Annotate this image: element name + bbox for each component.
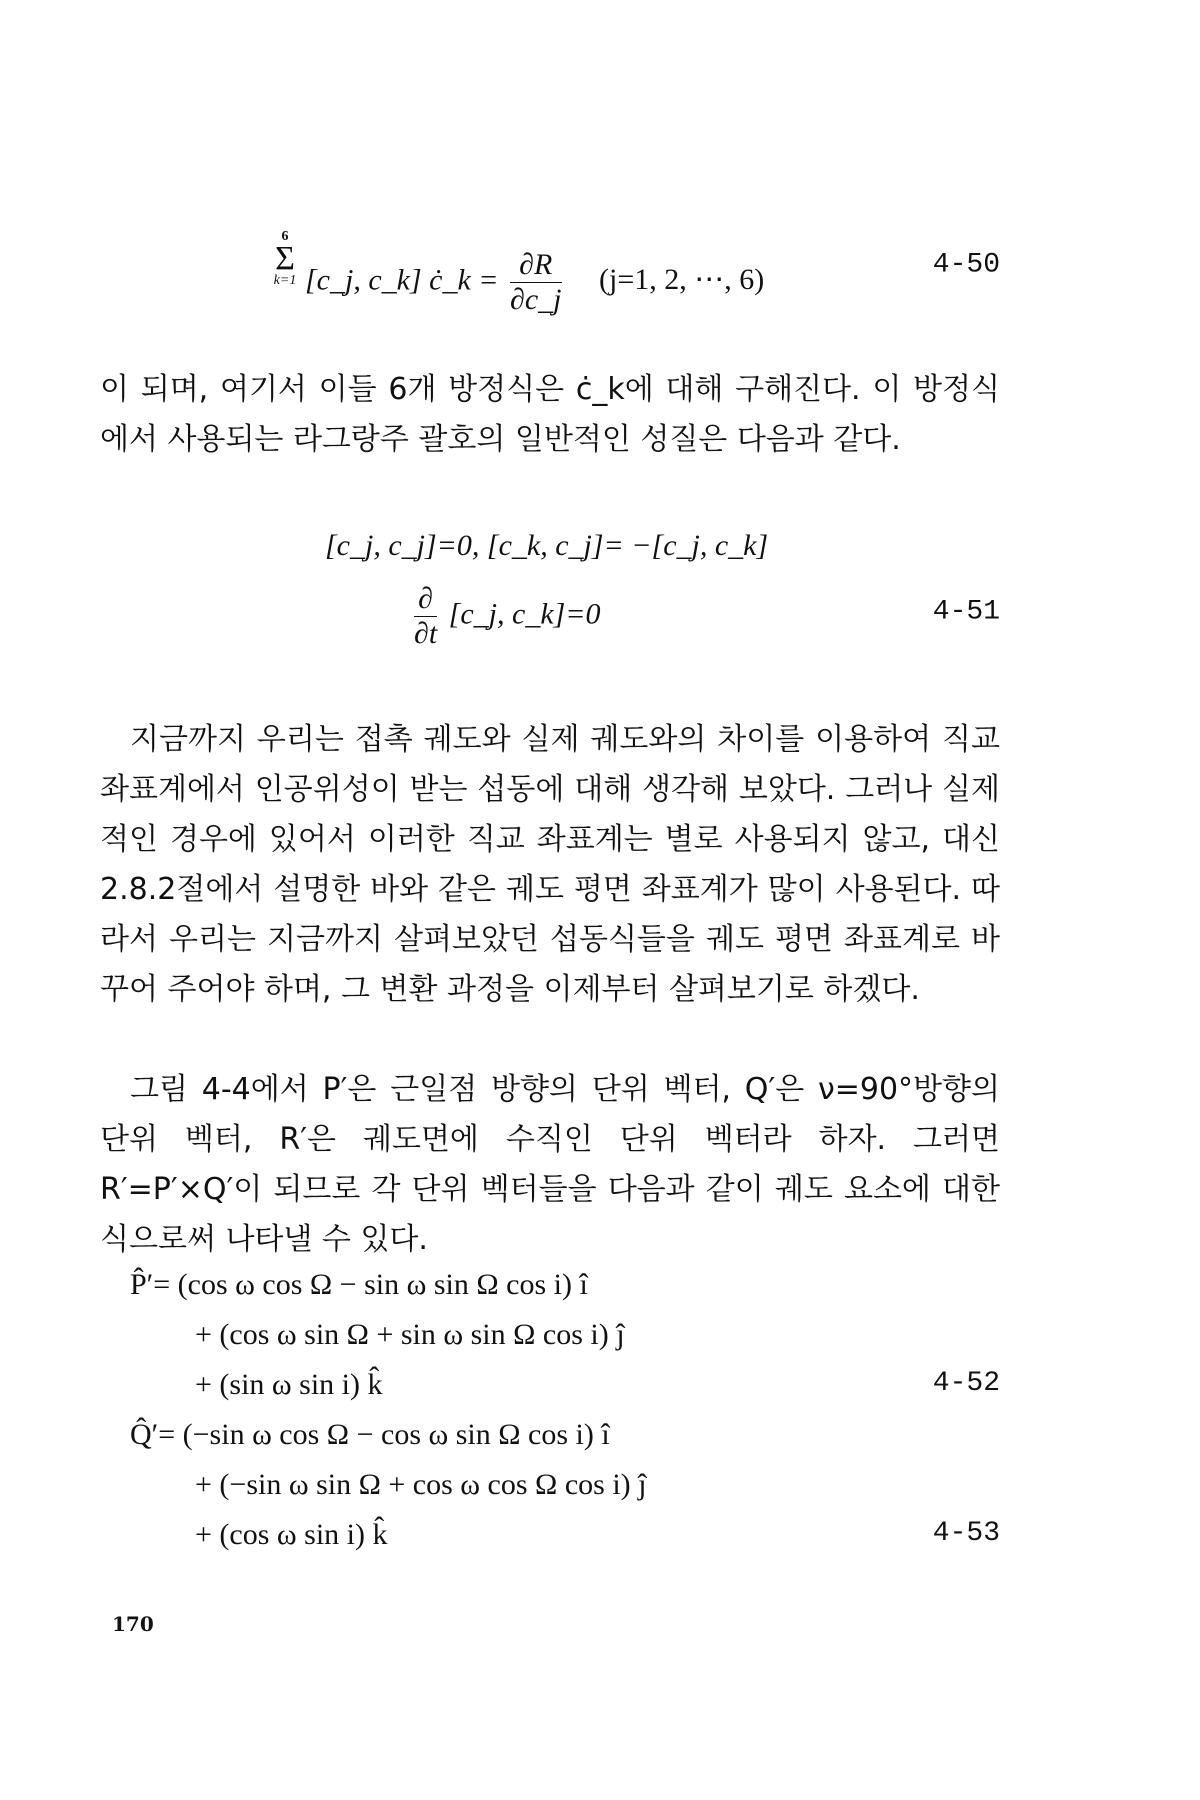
paragraph-text: 이 되며, 여기서 이들 6개 방정식은 ċ_k에 대해 구해진다. 이 방정식에서 사용되는 라그랑주 괄호의 일반적인 성질은 다음과 같다. bbox=[100, 372, 1000, 457]
paragraph-text: 그림 4-4에서 P′은 근일점 방향의 단위 벡터, Q′은 ν=90°방향의 단위 벡터, R′은 궤도면에 수직인 단위 벡터라 하자. 그러면 R′=P′×Q′이 되므로 각 단위 벡터들을 다음과 같이 궤도 요소에 대한 식으로써 나타낼 수 있다. bbox=[100, 1072, 1000, 1257]
equation-4-51-line1 bbox=[100, 525, 1000, 570]
equation-4-52-line1: P̂′= (cos ω cos Ω − sin ω sin Ω cos i) î bbox=[130, 1268, 588, 1301]
equation-4-50-lhs: [c_j, c_k] ċ_k = bbox=[305, 263, 499, 297]
equation-4-53-line2: + (−sin ω sin Ω + cos ω cos Ω cos i) ĵ bbox=[195, 1468, 647, 1501]
equation-4-50-body bbox=[305, 248, 764, 317]
equation-number: 4-53 bbox=[932, 1518, 1000, 1549]
fraction-denominator: ∂t bbox=[414, 617, 438, 650]
equation-number: 4-51 bbox=[932, 596, 1000, 628]
sum-symbol: Σ bbox=[275, 240, 295, 277]
bracket-expression: [c_j, c_k]=0 bbox=[448, 597, 601, 631]
equation-number: 4-50 bbox=[932, 249, 1000, 281]
equation-4-50 bbox=[100, 229, 1000, 316]
equation-4-52-line2: + (cos ω sin Ω + sin ω sin Ω cos i) ĵ bbox=[195, 1318, 625, 1351]
index-condition: (j=1, 2, ⋯, 6) bbox=[599, 263, 765, 297]
summation bbox=[265, 230, 305, 288]
fraction-numerator: ∂R bbox=[510, 248, 561, 283]
time-derivative-fraction bbox=[414, 582, 437, 651]
equation-4-53-line3: + (cos ω sin i) k̂ bbox=[195, 1518, 388, 1551]
paragraph-text: 지금까지 우리는 접촉 궤도와 실제 궤도와의 차이를 이용하여 직교 좌표계에서 인공위성이 받는 섭동에 대해 생각해 보았다. 그러나 실제적인 경우에 있어서 이러한 직교 좌표계는 별로 사용되지 않고, 대신 2.8.2절에서 설명한 바와 같은 궤도 평면 좌표계가 많이 사용된다. 따라서 우리는 지금까지 살펴보았던 섭동식들을 궤도 평면 좌표계로 바꾸어 주어야 하며, 그 변환 과정을 이제부터 살펴보기로 하겠다. bbox=[100, 722, 1000, 1007]
page-number: 170 bbox=[112, 1612, 154, 1636]
equation-4-51-body bbox=[410, 582, 601, 651]
equation-4-52-line3: + (sin ω sin i) k̂ bbox=[195, 1368, 383, 1401]
sum-upper-limit: 6 bbox=[281, 229, 289, 244]
partial-fraction bbox=[510, 248, 561, 317]
fraction-numerator: ∂ bbox=[414, 582, 437, 617]
bracket-properties: [c_j, c_j]=0, [c_k, c_j]= −[c_j, c_k] bbox=[325, 529, 769, 562]
equation-number: 4-52 bbox=[932, 1368, 1000, 1399]
fraction-denominator: ∂c_j bbox=[510, 283, 562, 316]
equation-4-53-line1: Q̂′= (−sin ω cos Ω − cos ω sin Ω cos i) î bbox=[130, 1418, 610, 1451]
sum-lower-limit: k=1 bbox=[273, 273, 297, 288]
equation-4-51-line2 bbox=[100, 582, 1000, 650]
